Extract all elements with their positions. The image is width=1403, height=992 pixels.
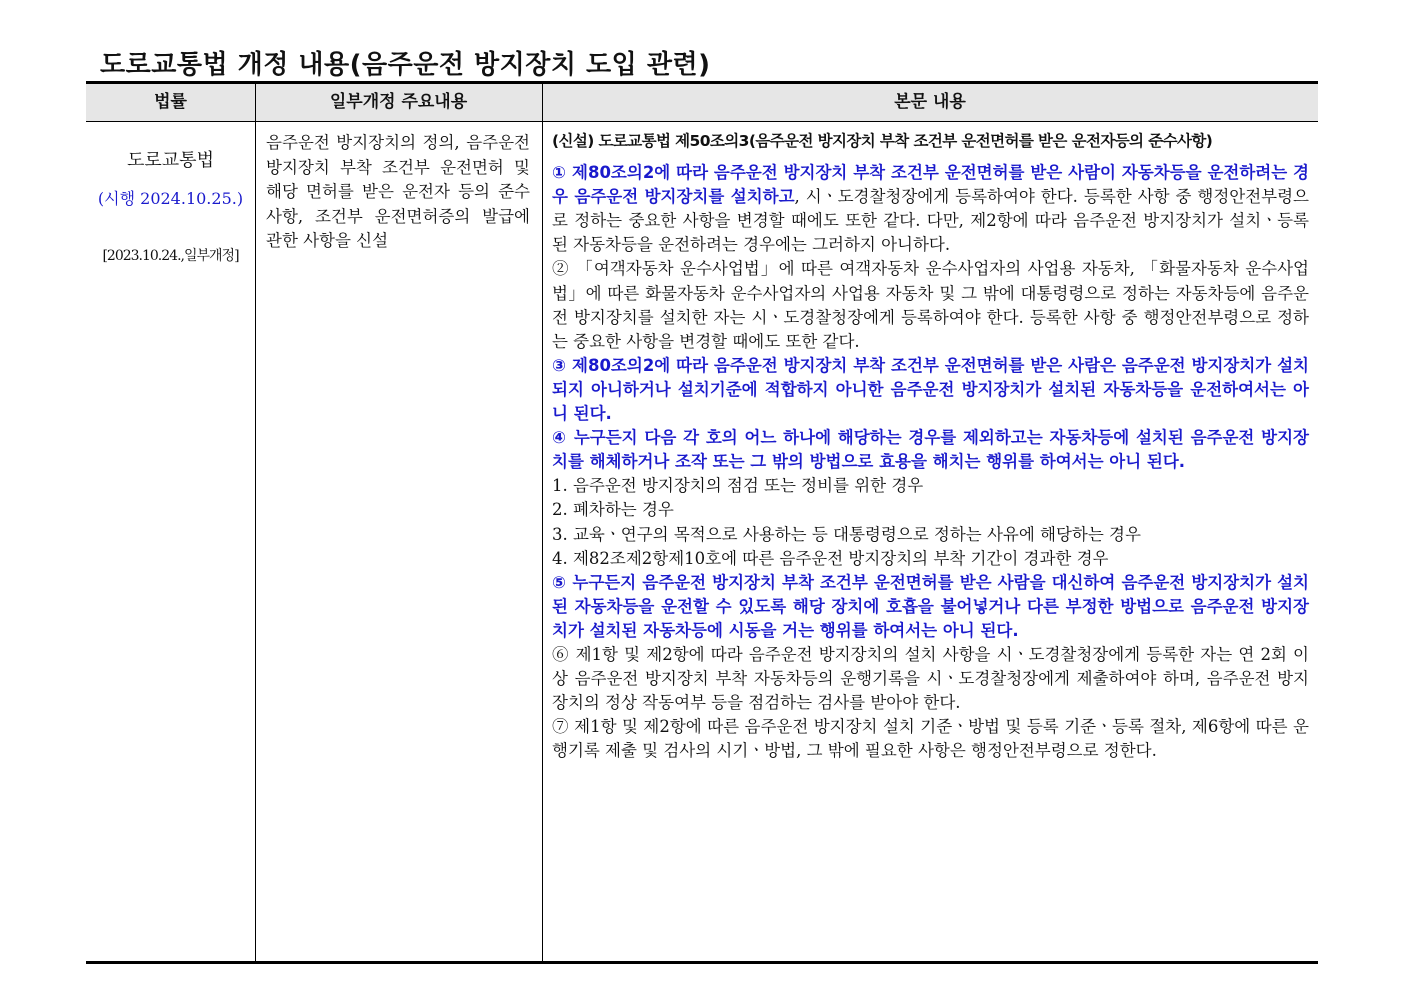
column-divider xyxy=(542,84,543,961)
paragraph-7: ⑦ 제1항 및 제2항에 따른 음주운전 방지장치 설치 기준ㆍ방법 및 등록 기준ㆍ등록 절차, 제6항에 따른 운행기록 제출 및 검사의 시기ㆍ방법, 그 밖에 필요한 사항은 행정안전부령으로 정한다. xyxy=(552,717,1309,761)
body-cell xyxy=(552,129,1309,763)
list-item: 3. 교육ㆍ연구의 목적으로 사용하는 등 대통령령으로 정하는 사유에 해당하는 경우 xyxy=(552,524,1141,544)
header-law: 법률 xyxy=(154,92,187,112)
law-name: 도로교통법 xyxy=(127,150,214,171)
paragraph-5: ⑤ 누구든지 음주운전 방지장치 부착 조건부 운전면허를 받은 사람을 대신하여 음주운전 방지장치가 설치된 자동차등을 운전할 수 있도록 해당 장치에 호흡을 불어넣거나 다른 부정한 방법으로 음주운전 방지장치가 설치된 자동차등에 시동을 거는 행위를 하여서는 아니 된다. xyxy=(552,572,1309,640)
paragraph-3: ③ 제80조의2에 따라 음주운전 방지장치 부착 조건부 운전면허를 받은 사람은 음주운전 방지장치가 설치되지 아니하거나 설치기준에 적합하지 아니한 음주운전 방지장치가 설치된 자동차등을 운전하여서는 아니 된다. xyxy=(552,355,1309,424)
amendment-date: [2023.10.24.,일부개정] xyxy=(102,248,239,264)
summary-cell xyxy=(266,131,530,254)
amendment-table xyxy=(86,81,1318,964)
summary-text: 음주운전 방지장치의 정의, 음주운전 방지장치 부착 조건부 운전면허 및 해당 면허를 받은 운전자 등의 준수사항, 조건부 운전면허증의 발급에 관한 사항을 신설 xyxy=(266,133,530,250)
paragraph-6: ⑥ 제1항 및 제2항에 따라 음주운전 방지장치의 설치 사항을 시ㆍ도경찰청장에게 등록한 자는 연 2회 이상 음주운전 방지장치 부착 자동차등의 운행기록을 시ㆍ도경찰청장에게 제출하여야 하며, 음주운전 방지장치의 정상 작동여부 등을 점검하는 검사를 받아야 한다. xyxy=(552,644,1309,713)
header-body: 본문 내용 xyxy=(894,92,966,112)
paragraph-1-rest: , 시ㆍ도경찰청장에게 등록하여야 한다. 등록한 사항 중 행정안전부령으로 정하는 중요한 사항을 변경할 때에도 또한 같다. 다만, 제2항에 따라 음주운전 방지장치가 설치ㆍ등록된 자동차등을 운전하려는 경우에는 그러하지 아니하다. xyxy=(552,187,1309,255)
article-heading: (신설) 도로교통법 제50조의3(음주운전 방지장치 부착 조건부 운전면허를 받은 운전자등의 준수사항) xyxy=(552,132,1213,150)
list-item: 1. 음주운전 방지장치의 점검 또는 정비를 위한 경우 xyxy=(552,476,924,496)
column-divider xyxy=(255,84,256,961)
page-title: 도로교통법 개정 내용(음주운전 방지장치 도입 관련) xyxy=(100,50,711,80)
list-item: 2. 폐차하는 경우 xyxy=(552,500,674,520)
law-cell xyxy=(86,122,255,265)
table-header-row xyxy=(86,84,1318,122)
paragraph-1-emphasis: ① 제80조의2에 따라 음주운전 방지장치 부착 조건부 운전면허를 받은 사람이 자동차등을 운전하려는 경우 음주운전 방지장치를 설치하고 xyxy=(552,163,1309,207)
effective-date: (시행 2024.10.25.) xyxy=(97,189,244,208)
paragraph-4: ④ 누구든지 다음 각 호의 어느 하나에 해당하는 경우를 제외하고는 자동차등에 설치된 음주운전 방지장치를 해체하거나 조작 또는 그 밖의 방법으로 효용을 해치는 행위를 하여서는 아니 된다. xyxy=(552,428,1309,472)
paragraph-2: ② 「여객자동차 운수사업법」에 따른 여객자동차 운수사업자의 사업용 자동차, 「화물자동차 운수사업법」에 따른 화물자동차 운수사업자의 사업용 자동차 및 그 밖에 대통령령으로 정하는 자동차등에 음주운전 방지장치를 설치한 자는 시ㆍ도경찰청장에게 등록하여야 한다. 등록한 사항 중 행정안전부령으로 정하는 중요한 사항을 변경할 때에도 또한 같다. xyxy=(552,259,1309,351)
list-item: 4. 제82조제2항제10호에 따른 음주운전 방지장치의 부착 기간이 경과한 경우 xyxy=(552,548,1109,568)
paragraph-1 xyxy=(552,161,1309,257)
header-summary: 일부개정 주요내용 xyxy=(329,92,468,112)
